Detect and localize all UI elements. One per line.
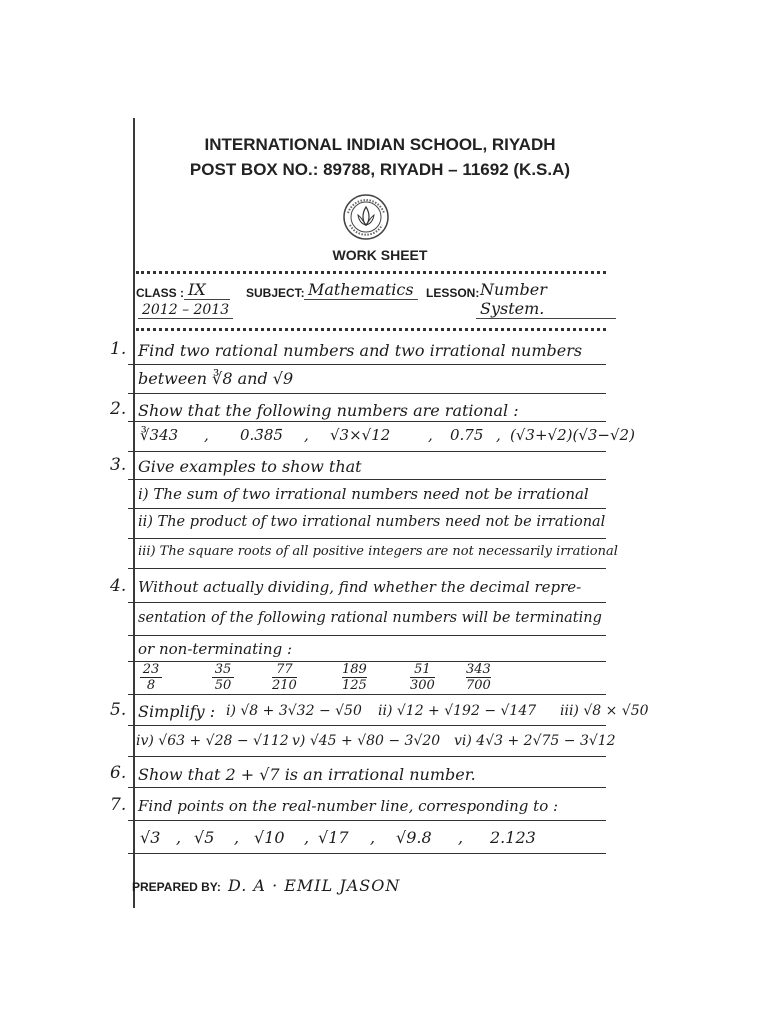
fraction xyxy=(466,663,491,692)
school-address: POST BOX NO.: 89788, RIYADH – 11692 (K.S.A) xyxy=(189,160,571,179)
question-number: 7. xyxy=(110,795,127,815)
number-line-item: √3 xyxy=(140,828,161,847)
subject-value: Mathematics xyxy=(304,280,418,300)
separator: , xyxy=(496,426,501,444)
separator: , xyxy=(176,828,182,847)
numerator: 189 xyxy=(342,662,367,677)
question-number: 5. xyxy=(110,700,127,720)
rational-item: 0.75 xyxy=(450,426,484,444)
ruled-line xyxy=(128,602,606,603)
fraction xyxy=(212,663,234,692)
question-number: 1. xyxy=(110,339,127,359)
lesson-value: Number System. xyxy=(476,280,616,319)
rational-item: √3×√12 xyxy=(330,426,391,444)
number-line-item: √9.8 xyxy=(396,828,432,847)
lesson-label: LESSON: xyxy=(426,286,480,300)
dotted-separator xyxy=(136,328,606,331)
numerator: 51 xyxy=(414,662,431,677)
question-number: 3. xyxy=(110,455,127,475)
ruled-line xyxy=(128,661,606,662)
ruled-line xyxy=(128,451,606,452)
question-number: 4. xyxy=(110,576,127,596)
rational-item: ∛343 xyxy=(140,426,179,444)
separator: , xyxy=(204,426,209,444)
ruled-line xyxy=(128,393,606,394)
denominator: 210 xyxy=(272,678,297,693)
question-text: sentation of the following rational numbers will be terminating xyxy=(138,610,602,626)
question-text: between ∛8 and √9 xyxy=(138,369,294,388)
simplify-item: ii) √12 + √192 − √147 xyxy=(378,703,537,719)
number-line-item: 2.123 xyxy=(490,828,536,847)
ruled-line xyxy=(128,538,606,539)
left-margin-rule xyxy=(133,118,135,908)
question-number: 2. xyxy=(110,399,127,419)
separator: , xyxy=(304,828,310,847)
rational-item: (√3+√2)(√3−√2) xyxy=(510,426,635,444)
worksheet-title: WORK SHEET xyxy=(332,247,428,263)
prepared-by-label: PREPARED BY: xyxy=(132,880,221,894)
question-text: Show that the following numbers are rational : xyxy=(138,401,519,420)
ruled-line xyxy=(128,635,606,636)
question-text: Give examples to show that xyxy=(138,457,362,476)
ruled-line xyxy=(128,508,606,509)
simplify-item: vi) 4√3 + 2√75 − 3√12 xyxy=(454,733,616,749)
question-text: Find points on the real-number line, corresponding to : xyxy=(138,797,559,815)
denominator: 8 xyxy=(146,678,156,693)
number-line-item: √17 xyxy=(318,828,349,847)
numerator: 343 xyxy=(466,662,491,677)
school-name: INTERNATIONAL INDIAN SCHOOL, RIYADH xyxy=(204,135,556,154)
denominator: 50 xyxy=(214,678,232,693)
simplify-item: v) √45 + √80 − 3√20 xyxy=(292,733,441,749)
question-text: Without actually dividing, find whether the decimal repre- xyxy=(138,578,582,596)
sub-question: ii) The product of two irrational numbers need not be irrational xyxy=(138,514,606,530)
simplify-item: iv) √63 + √28 − √112 xyxy=(136,733,289,749)
number-line-item: √5 xyxy=(194,828,215,847)
class-label: CLASS : xyxy=(136,286,184,300)
ruled-line xyxy=(128,787,606,788)
class-value: IX xyxy=(184,280,230,300)
dotted-separator xyxy=(136,271,606,274)
question-text: Show that 2 + √7 is an irrational number. xyxy=(138,765,476,784)
separator: , xyxy=(428,426,433,444)
academic-year: 2012 – 2013 xyxy=(138,302,233,319)
ruled-line xyxy=(128,853,606,854)
question-text: or non-terminating : xyxy=(138,640,292,658)
simplify-item: iii) √8 × √50 xyxy=(560,703,649,719)
rational-item: 0.3̄85̄ xyxy=(240,426,283,444)
sub-question: i) The sum of two irrational numbers need not be irrational xyxy=(138,485,589,503)
fraction xyxy=(342,663,367,692)
ruled-line xyxy=(128,421,606,422)
denominator: 125 xyxy=(342,678,367,693)
prepared-by-name: D. A · EMIL JASON xyxy=(228,876,401,895)
separator: , xyxy=(234,828,240,847)
ruled-line xyxy=(128,756,606,757)
ruled-line xyxy=(128,820,606,821)
question-text: Simplify : xyxy=(138,702,216,721)
fraction xyxy=(272,663,297,692)
fraction xyxy=(410,663,435,692)
numerator: 35 xyxy=(214,662,232,677)
ruled-line xyxy=(128,694,606,695)
numerator: 77 xyxy=(276,662,293,677)
separator: , xyxy=(458,828,464,847)
question-text: Find two rational numbers and two irrational numbers xyxy=(138,341,583,360)
ruled-line xyxy=(128,568,606,569)
denominator: 300 xyxy=(410,678,435,693)
ruled-line xyxy=(128,364,606,365)
question-number: 6. xyxy=(110,763,127,783)
ruled-line xyxy=(128,479,606,480)
subject-label: SUBJECT: xyxy=(246,286,305,300)
separator: , xyxy=(370,828,376,847)
simplify-item: i) √8 + 3√32 − √50 xyxy=(226,703,362,719)
number-line-item: √10 xyxy=(254,828,285,847)
numerator: 23 xyxy=(142,662,160,677)
fraction xyxy=(140,663,162,692)
sub-question: iii) The square roots of all positive integers are not necessarily irrational xyxy=(138,544,618,559)
separator: , xyxy=(304,426,309,444)
ruled-line xyxy=(128,725,606,726)
denominator: 700 xyxy=(466,678,491,693)
school-seal-logo xyxy=(342,193,390,241)
